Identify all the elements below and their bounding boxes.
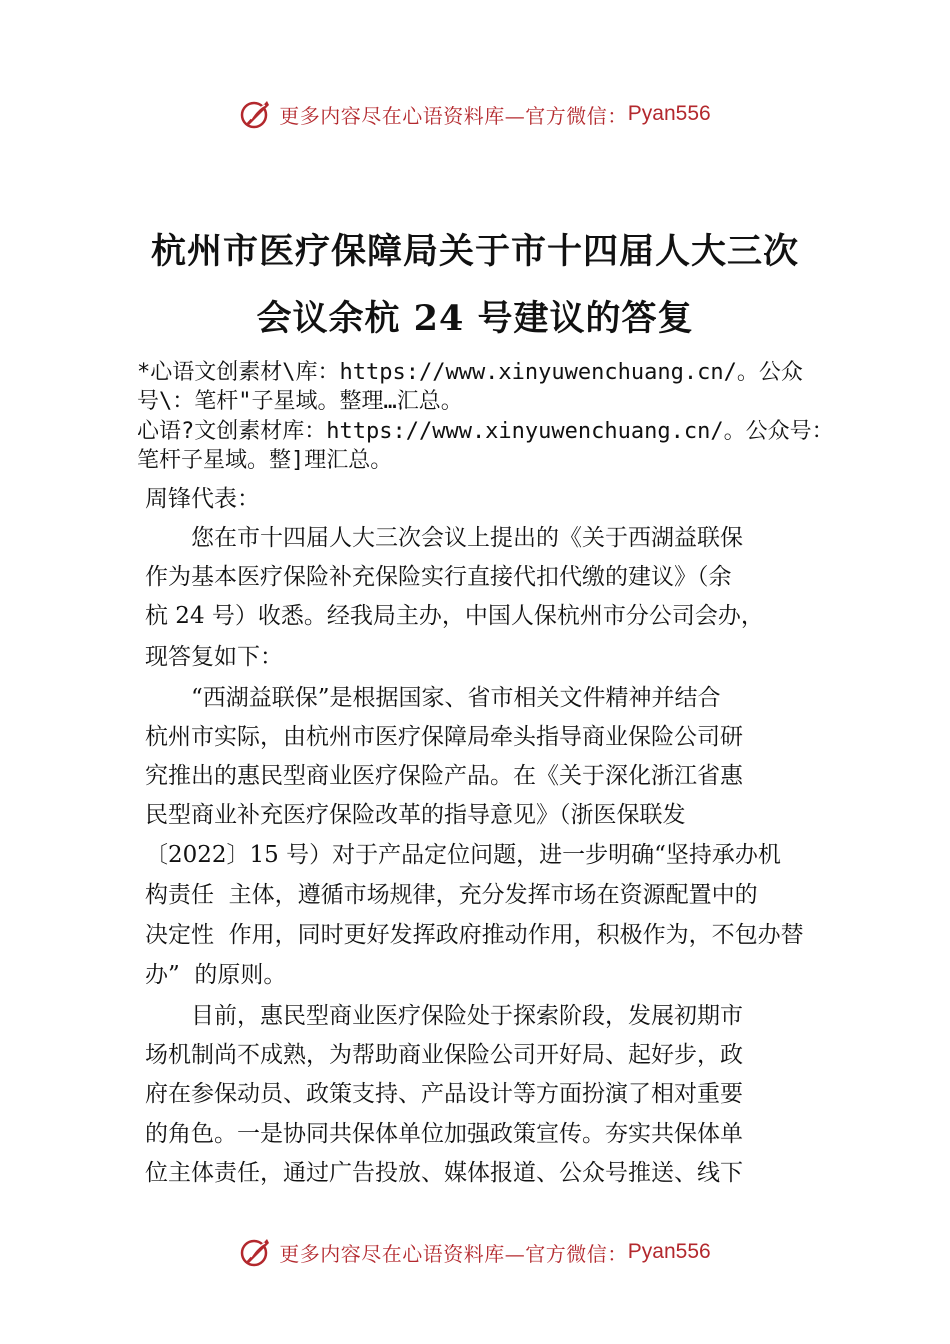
source-note-line-4: 笔杆子星域。整]理汇总。 (137, 448, 393, 473)
banner-text: 更多内容尽在心语资料库—官方微信： (279, 1241, 628, 1266)
body-line: 〔2022〕15 号）对于产品定位问题，进一步明确“坚持承办机 (145, 842, 781, 868)
body-line: 杭 24 号）收悉。经我局主办，中国人保杭州市分公司会办， (145, 603, 764, 629)
body-line: 目前，惠民型商业医疗保险处于探索阶段，发展初期市 (145, 1003, 743, 1029)
body-line: 位主体责任，通过广告投放、媒体报道、公众号推送、线下 (145, 1160, 743, 1186)
source-note-line-2: 号\：笔杆"子星域。整理…汇总。 (137, 389, 463, 414)
body-line: “西湖益联保”是根据国家、省市相关文件精神并结合 (145, 685, 721, 711)
banner-text: 更多内容尽在心语资料库—官方微信： (279, 103, 628, 128)
header-banner (0, 94, 950, 134)
body-line: 现答复如下： (145, 644, 283, 670)
body-line: 场机制尚不成熟，为帮助商业保险公司开好局、起好步，政 (145, 1042, 743, 1068)
footer-banner (0, 1232, 950, 1272)
body-line: 杭州市实际，由杭州市医疗保障局牵头指导商业保险公司研 (145, 724, 743, 750)
banner-wechat-id: Pyan556 (627, 1240, 711, 1263)
salutation: 周锋代表： (145, 486, 260, 512)
body-line: 作为基本医疗保险补充保险实行直接代扣代缴的建议》（余 (145, 564, 732, 590)
document-title-line-1: 杭州市医疗保障局关于市十四届人大三次 (150, 231, 799, 272)
quill-logo-icon (239, 1235, 273, 1269)
source-note-line-1: *心语文创素材\库：https://www.xinyuwenchuang.cn/。公众 (137, 360, 803, 385)
source-note-line-3: 心语?文创素材库：https://www.xinyuwenchuang.cn/。公众号： (137, 419, 834, 444)
body-line: 民型商业补充医疗保险改革的指导意见》（浙医保联发 (145, 802, 686, 828)
banner-wechat-id: Pyan556 (627, 102, 711, 125)
body-line: 的角色。一是协同共保体单位加强政策宣传。夯实共保体单 (145, 1121, 743, 1147)
body-line: 究推出的惠民型商业医疗保险产品。在《关于深化浙江省惠 (145, 763, 743, 789)
body-line: 构责任 主体，遵循市场规律，充分发挥市场在资源配置中的 (145, 882, 758, 908)
body-line: 决定性 作用，同时更好发挥政府推动作用，积极作为，不包办替 (145, 922, 804, 948)
document-title-line-2: 会议余杭 24 号建议的答复 (256, 298, 694, 339)
body-line: 办” 的原则。 (145, 962, 287, 988)
body-line: 府在参保动员、政策支持、产品设计等方面扮演了相对重要 (145, 1081, 743, 1107)
quill-logo-icon (239, 97, 273, 131)
body-line: 您在市十四届人大三次会议上提出的《关于西湖益联保 (145, 525, 743, 551)
